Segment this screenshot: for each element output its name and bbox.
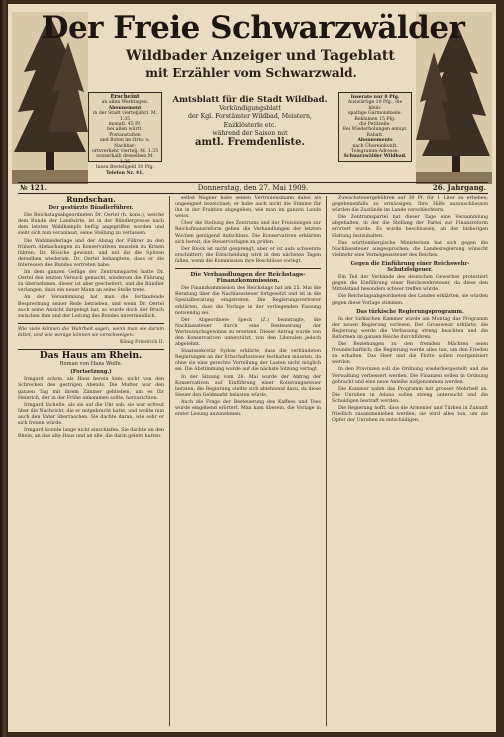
quote-author: König Friedrich II. [119, 339, 164, 345]
paragraph: Ein Teil der Verbände des deutschen Gewerbes protestiert gegen die Einführung einer Reichswehrsteuer, da diese den Mittelstand besonders schwer treffen würde. [332, 275, 488, 293]
gazette-line: Enzklösterle etc. [223, 121, 277, 129]
newspaper-page [8, 4, 496, 732]
article-heading: Der gestürzte Bündlerführer. [48, 205, 134, 212]
section-heading: Rundschau. [66, 195, 116, 204]
box-line: Telefon Nr. 41. [106, 170, 144, 176]
paragraph: Irmgard schrie, als Hans herein kam; nicht von den Schrecken des gestrigen Abends. Die Mutter war den ganzen Tag mit ihrem Zimmer geblieben, um es für Heinrich, der in der Frühe ankommen sollte, herzurichten. [18, 377, 164, 401]
column-rule [326, 196, 327, 726]
box-line: Schwarzwälder Wildbad. [343, 154, 407, 160]
box-line: und Boten im Orts- u. Nachbar- [99, 138, 151, 149]
paragraph: Die Regierung hofft, dass die Armenier und Türken in Zukunft friedlich zusammenleben werden; sie wird alles tun, um die Opfer der Unruhen zu entschädigen. [332, 406, 488, 424]
gazette-line: der Kgl. Forstämter Wildbad, Meistern, [188, 113, 312, 120]
box-line: hiezu Bestellgeld 30 Pfg. [96, 165, 154, 171]
page-binding-edge [0, 0, 6, 737]
masthead-title: Der Freie Schwarzwälder [41, 10, 465, 46]
paragraph: In der türkischen Kammer wurde am Montag das Programm der neuen Regierung verlesen. Der Grosswesir erklärte, die Regierung werde die Verfassung streng beachten und die Reformen im ganzen Reiche durchführen. [332, 316, 488, 340]
box-line: Auswärtige 10 Pfg., die klein- [347, 100, 403, 111]
box-line: in der Stadt vierteljährl. M. 1.35 [92, 111, 158, 122]
box-line: ortsverkehr viertelj. M. 1.35 [91, 149, 158, 155]
paragraph: Das württembergische Ministerium hat sich gegen die Nachlasssteuer ausgesprochen; die Landesregierung wünscht vielmehr eine Vermögenssteuer des Reiches. [332, 240, 488, 258]
article-heading: Das türkische Regierungsprogramm. [356, 308, 464, 315]
divider [18, 323, 164, 324]
paragraph: Die Reichstagsabgeordneten des Landes erklärten, sie würden gegen diese Vorlage stimmen. [332, 294, 488, 306]
story-author: Roman von Hans Wolfe. [59, 361, 123, 368]
official-gazette-block [170, 96, 330, 147]
box-line: Bei Wiederholungen entspr. [342, 127, 408, 133]
box-line: die Petitzeile. [359, 122, 391, 128]
divider [18, 349, 164, 350]
paragraph: Die Beziehungen zu den fremden Mächten seien freundschaftlich; die Regierung werde alles tun, um den Frieden zu erhalten. Das Heer und die Flotte sollen reorganisiert werden. [332, 342, 488, 366]
quote: Wie viele können die Wahrheit sagen, wenn man sie darum bittet, und wie wenige können sie verschweigen. [18, 326, 164, 338]
gazette-line: Verkündigungsblatt [219, 104, 281, 112]
box-line: spaltige Garmondzeile. [348, 111, 402, 117]
paragraph: Die Wahlniederlage und der Abzug der Führer zu den frühern Abmachungen zu Konservativen mussten zu Krisen führen; Dr. Rösicke gewinnt, und mit ihr die Spitzen derselben wiederum. Dr. Oertel behauptete, dass er die Interessen des Bundes vertreten habe. [18, 238, 164, 268]
paragraph: Die Kammer nahm das Programm mit grosser Mehrheit an. Die Unruhen in Adana sollen streng untersucht und die Schuldigen bestraft werden. [332, 386, 488, 404]
paragraph: Der Block ist nicht gesprengt, aber er ist aufs schwerste erschüttert; die Entscheidung wird in den nächsten Tagen fallen, wenn die Kommission ihre Beschlüsse vorlegt. [175, 246, 321, 264]
box-line: Erscheint [110, 94, 140, 100]
paragraph: Irmgard lächelte, als sie auf die Uhr sah, sie war erfreut über die Nachricht, die er mitgebracht hatte, und wollte nun auch den Vater überraschen. Sie dachte daran, wie sehr er sich freuen würde. [18, 402, 164, 426]
paragraph: Die Zentrumspartei hat dieser Tage eine Versammlung abgehalten, in der die Stellung der Partei zur Finanzreform erörtert wurde. Es wurde beschlossen, an der bisherigen Haltung festzuhalten. [332, 215, 488, 239]
masthead-tagline: mit Erzähler vom Schwarzwald. [145, 66, 357, 80]
column-3 [332, 196, 488, 425]
box-line: nach Übereinkunft. [352, 143, 398, 149]
paragraph: Staatssekretär Sydow erklärte, dass die verbündeten Regierungen an der Erbschaftssteuer festhalten müssten, da ohne sie eine gerechte Verteilung der Lasten nicht möglich sei. Die Abstimmung wurde auf die nächste Sitzung vertagt. [175, 349, 321, 373]
story-continuation: (Fortsetzung.) [70, 369, 112, 376]
volume-number: 26. Jahrgang. [432, 183, 486, 192]
box-line: Inserate nur 8 Pfg. [350, 95, 400, 100]
paragraph: Auch die Frage der Besteuerung des Kaffees und Tees wurde eingehend erörtert. Man kam überein, die Vorlage in erster Lesung anzunehmen. [175, 399, 321, 418]
box-line: monatl. 45 Pf. [108, 122, 142, 128]
paragraph: Die Finanzkommission des Reichstags hat am 25. Mai die Beratung über die Nachlasssteuer fortgesetzt und ist in die Spezialberatung eingetreten. Die Regierungsvertreter erklärten, dass die Vorlage in der vorliegenden Fassung notwendig sei. [175, 286, 321, 316]
box-line: an allen Werktagen. [101, 100, 149, 106]
column-1 [18, 196, 164, 441]
box-line: Abonnements [357, 138, 393, 144]
paragraph: Die Reichstagsabgeordneten Dr. Oertel (h. kons.), welche dem Bunde der Landwirte, ist in der Bündlerpresse nach dem letzten Wahlkampfe heftig angegriffen worden und sieht sich nun veranlasst, seine Stellung zu verlassen. [18, 213, 164, 237]
paragraph: Der Abgeordnete Speck (Z.) beantragte, die Nachlasssteuer durch eine Besteuerung der Wertzuwachsgewinne zu ersetzen. Dieser Antrag wurde von den Konservativen unterstützt, von den Liberalen jedoch abgelehnt. [175, 317, 321, 348]
paragraph: selbst Wagner habe seinen Vertrauensmann dabei als ungeeignet bezeichnet; er habe auch nicht die Stimme für ihn in der Fraktion abgegeben, wie man im ganzen Lande weiss. [175, 196, 321, 220]
gazette-line: während der Saison mit [212, 130, 288, 137]
dateline [18, 182, 488, 194]
box-line: Telegramm-Adresse: [351, 149, 399, 155]
box-line: ausserhalb desselben M. 1.35 [96, 154, 154, 165]
article-heading: Die Verhandlungen der Reichstags-Finanzkommission. [190, 272, 306, 285]
article-heading: Gegen die Einführung einer Reichswehr-Schutzfolgeuer. [350, 260, 470, 274]
subscription-info-box [88, 92, 162, 176]
paragraph: Über die Stellung des Zentrums und der Freisinnigen zur Reichsfinanzreform geben die Verhandlungen der letzten Wochen genügend Aufschluss. Die Konservativen erklärten sich bereit, die Steuervorlagen zu prüfen. [175, 221, 321, 245]
paragraph: Irmgard konnte lange nicht einschlafen. Sie dachte an den Rhein, an das alte Haus und an alle, die darin gelebt hatten. [18, 428, 164, 440]
paragraph: In der Sitzung vom 26. Mai wurde der Antrag der Konservativen auf Einführung einer Kotierungssteuer beraten; die Regierung stellte sich ablehnend dazu, da diese Steuer den Geldmarkt belasten würde. [175, 374, 321, 398]
masthead-subtitle: Wildbader Anzeiger und Tageblatt [126, 48, 395, 64]
paragraph: Im dem ganzen Gefüge der Zentrumspartei hatte Dr. Oertel den letzten Versuch gemacht, wiederum die Führung zu übernehmen, dieser ist aber gescheitert, und die Bündler verlangen, dass ein neuer Mann an seine Stelle trete. [18, 270, 164, 294]
divider [175, 268, 321, 269]
story-heading: Das Haus am Rhein. [39, 351, 143, 362]
gazette-line: amtl. Fremdenliste. [195, 136, 305, 148]
issue-date: Donnerstag, den 27. Mai 1909. [197, 184, 309, 192]
box-line: Rabatt. [366, 132, 384, 138]
column-rule [169, 196, 170, 726]
box-line: Reklamen 15 Pfg. [354, 116, 396, 122]
box-line: bei allen württ. Postanstalten [107, 127, 143, 138]
column-2 [175, 196, 321, 419]
advertising-rates-box [338, 92, 412, 162]
gazette-line: Amtsblatt für die Stadt Wildbad. [172, 95, 328, 105]
paragraph: An der Versammlung hat man die fortlaufende Besprechung seiner Rede betrieben, und wenn Dr. Oertel auch seine Ansicht dargelegt hat, so wurde doch der Bruch zwischen ihm und der Leitung des Bundes unvermeidlich. [18, 295, 164, 319]
box-line: Abonnement [108, 105, 142, 111]
paragraph: Zuwachsteuergebühren auf 30 Pf. für 1 Liter zu erheben; gegebenenfalls zu ermässigen. Ihre Hilfe auszuschliessen würden die Zustände im Lande verschlechtern. [332, 196, 488, 214]
paragraph: In den Provinzen soll die Ordnung wiederhergestellt und die Verwaltung verbessert werden. Die Finanzen sollen in Ordnung gebracht und eine neue Anleihe aufgenommen werden. [332, 367, 488, 385]
issue-number: № 121. [20, 183, 48, 192]
